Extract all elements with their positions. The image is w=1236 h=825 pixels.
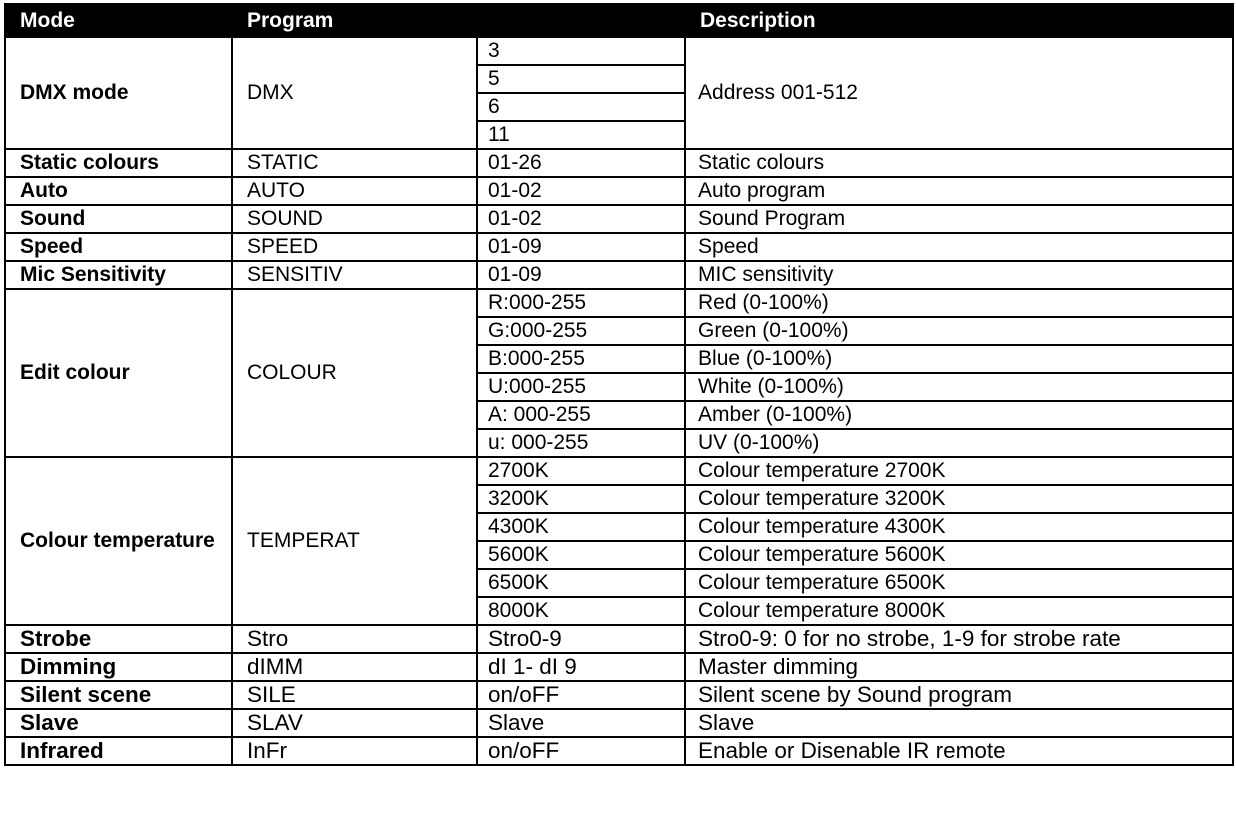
value-cell: 01-09	[477, 233, 685, 261]
value-cell: 11	[477, 121, 685, 149]
description-cell: Address 001-512	[685, 37, 1233, 149]
header-program: Program	[232, 4, 685, 37]
table-row-colour-temperature	[5, 457, 1233, 485]
mode-cell: Speed	[5, 233, 232, 261]
modes-table	[4, 3, 1234, 766]
header-description: Description	[685, 4, 1233, 37]
description-cell: Green (0-100%)	[685, 317, 1233, 345]
description-cell: Silent scene by Sound program	[685, 681, 1233, 709]
program-cell: AUTO	[232, 177, 477, 205]
mode-cell: DMX mode	[5, 37, 232, 149]
value-cell: 4300K	[477, 513, 685, 541]
value-cell: 01-02	[477, 205, 685, 233]
value-cell: 01-09	[477, 261, 685, 289]
mode-cell: Mic Sensitivity	[5, 261, 232, 289]
program-cell: STATIC	[232, 149, 477, 177]
program-cell: InFr	[232, 737, 477, 765]
value-cell: Slave	[477, 709, 685, 737]
value-cell: R:000-255	[477, 289, 685, 317]
description-cell: Colour temperature 4300K	[685, 513, 1233, 541]
table-row-auto	[5, 177, 1233, 205]
value-cell: 01-26	[477, 149, 685, 177]
description-cell: Blue (0-100%)	[685, 345, 1233, 373]
description-cell: Speed	[685, 233, 1233, 261]
value-cell: G:000-255	[477, 317, 685, 345]
program-cell: SLAV	[232, 709, 477, 737]
program-cell: DMX	[232, 37, 477, 149]
description-cell: White (0-100%)	[685, 373, 1233, 401]
value-cell: 8000K	[477, 597, 685, 625]
value-cell: 5600K	[477, 541, 685, 569]
value-cell: B:000-255	[477, 345, 685, 373]
mode-cell: Colour temperature	[5, 457, 232, 625]
description-cell: Enable or Disenable IR remote	[685, 737, 1233, 765]
program-cell: SILE	[232, 681, 477, 709]
description-cell: MIC sensitivity	[685, 261, 1233, 289]
value-cell: A: 000-255	[477, 401, 685, 429]
description-cell: Slave	[685, 709, 1233, 737]
value-cell: U:000-255	[477, 373, 685, 401]
program-cell: SOUND	[232, 205, 477, 233]
table-row-mic-sensitivity	[5, 261, 1233, 289]
mode-cell: Sound	[5, 205, 232, 233]
table-row-static	[5, 149, 1233, 177]
description-cell: Amber (0-100%)	[685, 401, 1233, 429]
description-cell: Master dimming	[685, 653, 1233, 681]
table-row-dmx	[5, 37, 1233, 65]
value-cell: u: 000-255	[477, 429, 685, 457]
program-cell: dIMM	[232, 653, 477, 681]
value-cell: 2700K	[477, 457, 685, 485]
description-cell: UV (0-100%)	[685, 429, 1233, 457]
description-cell: Colour temperature 6500K	[685, 569, 1233, 597]
table-row-infrared	[5, 737, 1233, 765]
modes-table-container	[4, 3, 1232, 766]
table-row-strobe	[5, 625, 1233, 653]
description-cell: Red (0-100%)	[685, 289, 1233, 317]
mode-cell: Strobe	[5, 625, 232, 653]
mode-cell: Dimming	[5, 653, 232, 681]
mode-cell: Silent scene	[5, 681, 232, 709]
table-row-speed	[5, 233, 1233, 261]
table-row-slave	[5, 709, 1233, 737]
table-row-silent-scene	[5, 681, 1233, 709]
header-mode: Mode	[5, 4, 232, 37]
program-cell: SENSITIV	[232, 261, 477, 289]
description-cell: Colour temperature 5600K	[685, 541, 1233, 569]
program-cell: Stro	[232, 625, 477, 653]
description-cell: Colour temperature 3200K	[685, 485, 1233, 513]
mode-cell: Static colours	[5, 149, 232, 177]
value-cell: on/oFF	[477, 681, 685, 709]
header-row	[5, 4, 1233, 37]
mode-cell: Slave	[5, 709, 232, 737]
value-cell: 01-02	[477, 177, 685, 205]
program-cell: TEMPERAT	[232, 457, 477, 625]
value-cell: 6500K	[477, 569, 685, 597]
value-cell: 6	[477, 93, 685, 121]
table-row-sound	[5, 205, 1233, 233]
value-cell: 5	[477, 65, 685, 93]
description-cell: Stro0-9: 0 for no strobe, 1-9 for strobe rate	[685, 625, 1233, 653]
description-cell: Colour temperature 2700K	[685, 457, 1233, 485]
description-cell: Auto program	[685, 177, 1233, 205]
value-cell: 3200K	[477, 485, 685, 513]
description-cell: Colour temperature 8000K	[685, 597, 1233, 625]
description-cell: Static colours	[685, 149, 1233, 177]
description-cell: Sound Program	[685, 205, 1233, 233]
mode-cell: Auto	[5, 177, 232, 205]
table-row-edit-colour	[5, 289, 1233, 317]
program-cell: COLOUR	[232, 289, 477, 457]
value-cell: Stro0-9	[477, 625, 685, 653]
program-cell: SPEED	[232, 233, 477, 261]
value-cell: 3	[477, 37, 685, 65]
mode-cell: Edit colour	[5, 289, 232, 457]
value-cell: on/oFF	[477, 737, 685, 765]
mode-cell: Infrared	[5, 737, 232, 765]
value-cell: dI 1- dI 9	[477, 653, 685, 681]
table-row-dimming	[5, 653, 1233, 681]
